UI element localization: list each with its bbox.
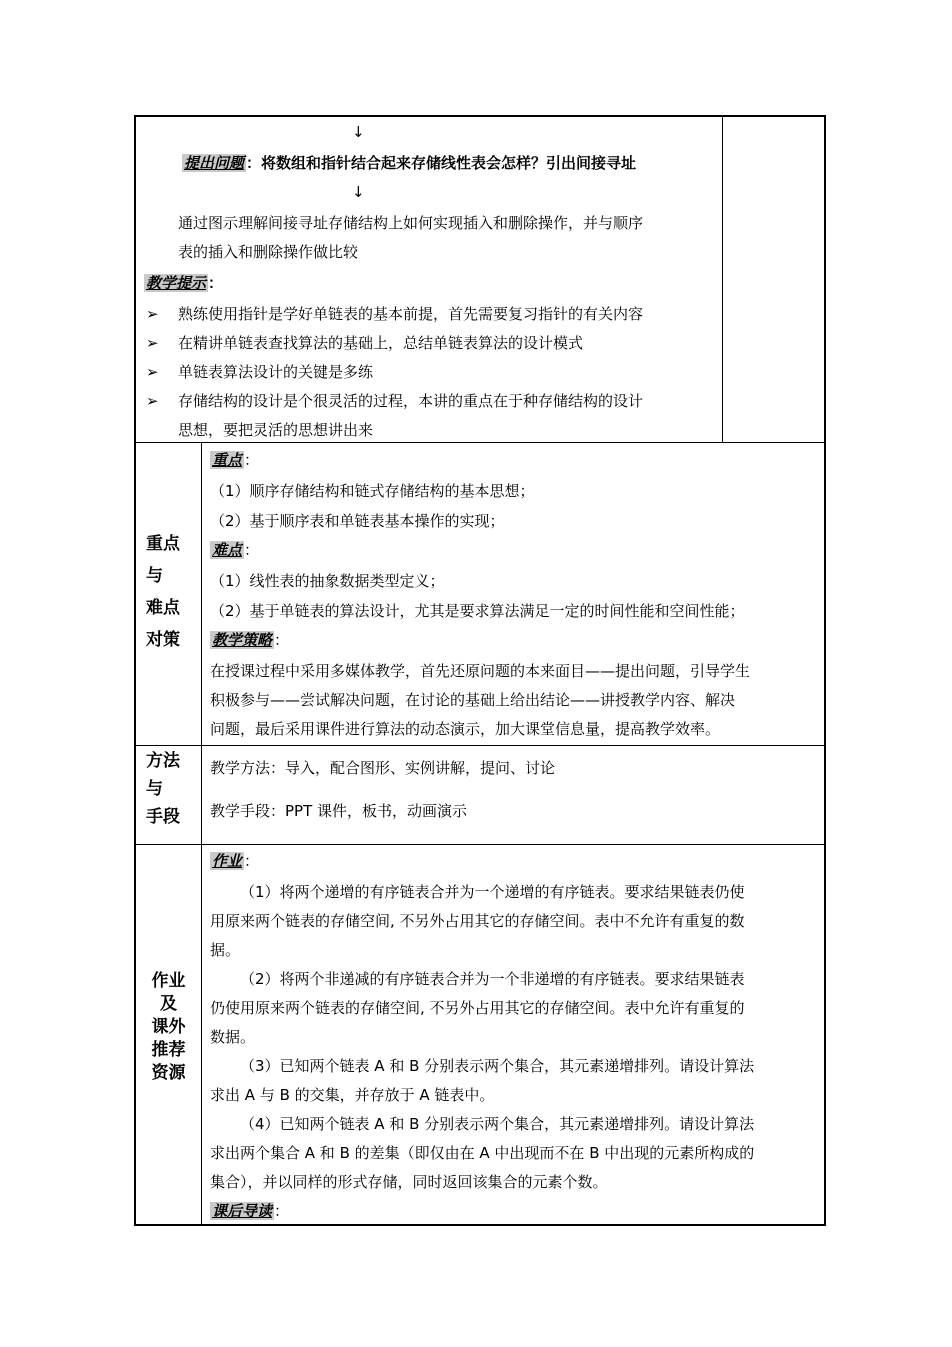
strategy-line: 在授课过程中采用多媒体教学，首先还原问题的本来面目——提出问题，引导学生 (210, 662, 751, 680)
difficulty-item: （1）线性表的抽象数据类型定义； (210, 572, 445, 590)
row-label-methods (146, 751, 180, 835)
difficulty-label: 难点 (212, 541, 243, 559)
bullet-item: 存储结构的设计是个很灵活的过程，本讲的重点在于种存储结构的设计 (178, 392, 644, 410)
right-column-divider (722, 117, 723, 442)
reading-colon: ： (274, 1202, 290, 1220)
teaching-method: 教学方法：导入，配合图形、实例讲解，提问、讨论 (210, 759, 556, 777)
paragraph-line: 通过图示理解间接寻址存储结构上如何实现插入和删除操作，并与顺序 (178, 214, 644, 232)
top-section (136, 117, 824, 442)
strategy-line: 问题，最后采用课件进行算法的动态演示，加大课堂信息量，提高教学效率。 (210, 720, 721, 738)
row-label-line: 推荐 (151, 1040, 186, 1060)
homework-colon: ： (244, 852, 260, 870)
reading-heading (210, 1202, 289, 1220)
homework-line: 据。 (210, 941, 241, 959)
homework-line: （3）已知两个链表 A 和 B 分别表示两个集合，其元素递增排列。请设计算法 (240, 1057, 755, 1075)
row-label-line: 作业 (151, 971, 186, 991)
label-column-divider (201, 442, 202, 745)
row-label-line: 及 (160, 994, 177, 1014)
focus-colon: ： (244, 451, 260, 469)
bullet-arrow-icon: ➢ (146, 334, 159, 352)
tips-label: 教学提示 (146, 274, 207, 292)
homework-line: 求出两个集合 A 和 B 的差集（即仅由在 A 中出现而不在 B 中出现的元素所构成的 (210, 1144, 755, 1162)
row-label-line: 重点 (146, 534, 180, 554)
flow-arrow: ↓ (352, 183, 365, 201)
homework-line: （1）将两个递增的有序链表合并为一个递增的有序链表。要求结果链表仍使 (240, 883, 745, 901)
focus-heading (210, 451, 259, 469)
strategy-label: 教学策略 (212, 631, 273, 649)
focus-item: （2）基于顺序表和单链表基本操作的实现； (210, 512, 505, 530)
key-points-row (136, 442, 824, 745)
homework-line: 数据。 (210, 1028, 256, 1046)
strategy-line: 积极参与——尝试解决问题，在讨论的基础上给出结论——讲授教学内容、解决 (210, 691, 736, 709)
reading-label: 课后导读 (212, 1202, 273, 1220)
row-label-line: 手段 (146, 807, 180, 827)
tips-colon: ： (208, 274, 224, 292)
strategy-colon: ： (274, 631, 290, 649)
paragraph-line: 表的插入和删除操作做比较 (178, 243, 359, 261)
methods-row (136, 745, 824, 844)
bullet-item: 在精讲单链表查找算法的基础上，总结单链表算法的设计模式 (178, 334, 584, 352)
row-label-homework (136, 971, 201, 1086)
row-label-line: 方法 (146, 751, 180, 771)
bullet-item-continuation: 思想，要把灵活的思想讲出来 (178, 421, 374, 439)
ask-question-text: ：将数组和指针结合起来存储线性表会怎样？引出间接寻址 (246, 154, 637, 172)
homework-row (136, 844, 824, 1226)
focus-item: （1）顺序存储结构和链式存储结构的基本思想； (210, 482, 535, 500)
bullet-item: 单链表算法设计的关键是多练 (178, 363, 374, 381)
row-label-line: 对策 (146, 630, 180, 650)
bullet-arrow-icon: ➢ (146, 305, 159, 323)
homework-label: 作业 (212, 852, 243, 870)
bullet-arrow-icon: ➢ (146, 392, 159, 410)
flow-arrow: ↓ (352, 123, 365, 141)
row-label-line: 与 (146, 779, 163, 799)
homework-line: 用原来两个链表的存储空间, 不另外占用其它的存储空间。表中不允许有重复的数 (210, 912, 745, 930)
homework-heading (210, 852, 259, 870)
teaching-means: 教学手段：PPT 课件，板书，动画演示 (210, 802, 468, 820)
row-label-line: 与 (146, 566, 163, 586)
bullet-arrow-icon: ➢ (146, 363, 159, 381)
row-label-line: 难点 (146, 598, 180, 618)
focus-label: 重点 (212, 451, 243, 469)
row-label-line: 资源 (151, 1063, 186, 1083)
lesson-plan-table (134, 115, 826, 1226)
difficulty-item: （2）基于单链表的算法设计，尤其是要求算法满足一定的时间性能和空间性能； (210, 602, 745, 620)
difficulty-colon: ： (244, 541, 260, 559)
row-label-line: 课外 (151, 1017, 186, 1037)
homework-line: 求出 A 与 B 的交集，并存放于 A 链表中。 (210, 1086, 495, 1104)
bullet-item: 熟练使用指针是学好单链表的基本前提，首先需要复习指针的有关内容 (178, 305, 644, 323)
label-column-divider (201, 844, 202, 1226)
homework-line: （4）已知两个链表 A 和 B 分别表示两个集合，其元素递增排列。请设计算法 (240, 1115, 755, 1133)
ask-question-label: 提出问题 (184, 154, 245, 172)
ask-question-line (182, 154, 636, 172)
difficulty-heading (210, 541, 259, 559)
row-label-key-points (146, 534, 180, 662)
homework-line: 集合），并以同样的形式存储，同时返回该集合的元素个数。 (210, 1173, 608, 1191)
homework-line: 仍使用原来两个链表的存储空间, 不另外占用其它的存储空间。表中允许有重复的 (210, 999, 745, 1017)
homework-line: （2）将两个非递减的有序链表合并为一个非递增的有序链表。要求结果链表 (240, 970, 745, 988)
label-column-divider (201, 745, 202, 844)
strategy-heading (210, 631, 289, 649)
tips-heading (144, 274, 223, 292)
